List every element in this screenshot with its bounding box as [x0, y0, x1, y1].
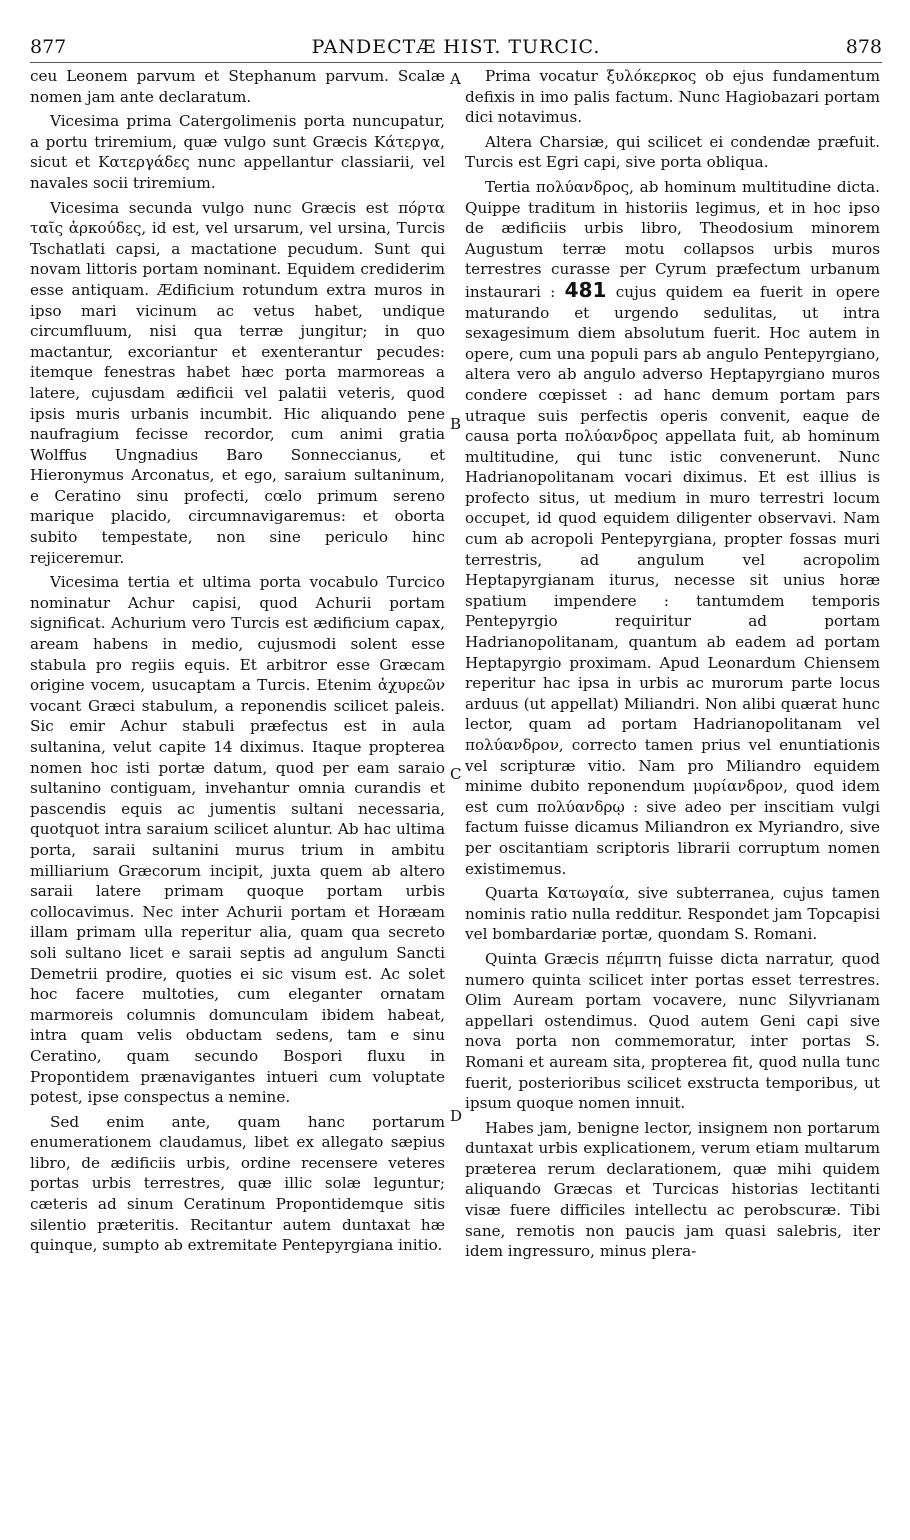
margin-marker-d: D: [450, 1107, 463, 1125]
paragraph-text: Tertia πολύανδρος, ab hominum multitudine dicta. Quippe traditum in historiis legimus, et in hoc ipso de ædificiis urbis libro, Theodosium minorem Augustum terræ motu collapsos urbis muros terrestres curasse per Cyrum præfectum urbanum instaurari :: [465, 177, 880, 301]
paragraph: Prima vocatur ξυλόκερκος ob ejus fundamentum defixis in imo palis factum. Nunc Hagiobazari portam dici notavimus.: [465, 67, 880, 127]
paragraph: Altera Charsiæ, qui scilicet ei condendæ præfuit. Turcis est Egri capi, sive porta obliqua.: [465, 132, 880, 172]
left-column: [30, 66, 445, 1260]
page-number-right: 878: [845, 36, 882, 58]
margin-marker-a: A: [450, 70, 461, 88]
paragraph: [465, 177, 880, 879]
paragraph: Quinta Græcis πέμπτη fuisse dicta narratur, quod numero quinta scilicet inter portas esset terrestres. Olim Auream portam vocavere, nunc Silyvrianam appellari ostendimus. Quod autem Geni capi sive nova porta non commemoratur, inter portas S. Romani et auream sita, propterea fit, quod nulla tunc fuerit, posterioribus scilicet exstructa temporibus, ut ipsum quoque nomen innuit.: [465, 949, 880, 1113]
margin-marker-c: C: [450, 765, 462, 783]
right-column: [465, 66, 880, 1266]
paragraph: Quarta Κατωγαία, sive subterranea, cujus tamen nominis ratio nulla redditur. Respondet jam Topcapisi vel bombardariæ portæ, quondam S. Romani.: [465, 884, 880, 944]
paragraph: Habes jam, benigne lector, insignem non portarum duntaxat urbis explicationem, verum etiam multarum præterea rerum declarationem, quæ mihi quidem aliquando Græcas et Turcicas historias lectitanti visæ fuere difficiles intellectu ac perobscuræ. Tibi sane, remotis non paucis jam quasi salebris, iter idem ingressuro, minus plera-: [465, 1118, 880, 1261]
page-number-left: 877: [30, 36, 67, 58]
paragraph: Vicesima tertia et ultima porta vocabulo Turcico nominatur Achur capisi, quod Achurii portam significat. Achurium vero Turcis est ædificium capax, aream habens in medio, cujusmodi solent esse stabula pro regiis equis. Et arbitror esse Græcam origine vocem, usucaptam a Turcis. Etenim ἀχυρεῶν vocant Græci stabulum, a reponendis scilicet paleis. Sic emir Achur stabuli præfectus est in aula sultanina, velut capite 14 diximus. Itaque propterea nomen hoc isti portæ datum, quod per eam saraio sultanino contiguam, invehantur omnia curandis et pascendis equis ac jumentis sultani necessaria, quotquot intra saraium scilicet aluntur. Ab hac ultima porta, saraii sultanini murus trium in ambitu milliarium Græcorum incipit, juxta quem ab altero saraii latere primam quoque portam urbis collocavimus. Nec inter Achurii portam et Horæam illam primam ulla reperitur alia, quam qua secreto soli sultano licet e saraii septis ad angulum Sancti Demetrii prodire, quoties ei sic visum est. Ac solet hoc facere multoties, cum eleganter ornatam marmoreis columnis domunculam ibidem habeat, intra quam velis obductam sedens, tam e sinu Ceratino, quam secundo Bospori fluxu in Propontidem prænavigantes intueri cum voluptate potest, ipse conspectus a nemine.: [30, 573, 445, 1107]
paragraph-text: cujus quidem ea fuerit in opere maturando et urgendo sedulitas, ut intra sexagesimum diem absolutum fuerit. Hoc autem in opere, cum una populi pars ab angulo Pentepyrgiano, altera vero ab angulo adverso Heptapyrgiano muros condere cœpisset : ad hanc demum portam pars utraque suis perfectis operis convenit, eaque de causa porta πολύανδρος appellata fuit, ab hominum multitudine, qui tunc istic convenerunt. Nunc Hadrianopolitanam vocari diximus. Et est illius is profecto situs, ut medium in muro terrestri locum occupet, id quod equidem diligenter observavi. Nam cum ab acropoli Pentepyrgiana, propter fossas muri terrestris, ad angulum vel acropolim Heptapyrgianam iturus, necesse sit unius horæ spatium impendere : tantumdem temporis Pentepyrgio requiritur ad portam Hadrianopolitanam, quantum ab eadem ad portam Heptapyrgio proximam. Apud Leonardum Chiensem reperitur hac ipsa in urbis ac murorum parte locus arduus (ut appellat) Miliandri. Non alibi quærat hunc lector, quam ad portam Hadrianopolitanam vel πολύανδρον, correcto tamen prius vel enuntiationis vel scripturæ vitio. Nam pro Miliandro equidem minime dubito reponendum μυρίανδρον, quod idem est cum πολύανδρῳ : sive adeo per inscitiam vulgi factum fuisse dicamus Miliandron ex Myriandro, sive per oscitantiam scriptoris librarii corruptum nomen existimemus.: [465, 282, 881, 878]
paragraph: Vicesima prima Catergolimenis porta nuncupatur, a portu triremium, quæ vulgo sunt Græcis Κάτεργα, sicut et Κατεργάδες nunc appellantur classiarii, vel navales socii triremium.: [30, 112, 445, 192]
running-title: PANDECTÆ HIST. TURCIC.: [311, 36, 601, 58]
paragraph: Vicesima secunda vulgo nunc Græcis est πόρτα ταῖς ἀρκούδες, id est, vel ursarum, vel ursina, Turcis Tschatlati capsi, a mactatione pecudum. Sunt qui novam littoris portam nominant. Equidem crediderim esse antiquam. Ædificium rotundum extra muros in ipso mari vicinum ac vetus habet, undique circumfluum, nisi qua terræ jungitur; in quo mactantur, excoriantur et exenterantur pecudes: itemque fenestras habet hæc porta marmoreas a latere, cujusdam ædificii vel palatii veteris, quod ipsis muris urbanis incumbit. Hic aliquando pene naufragium fecisse recordor, cum animi gratia Wolffus Ungnadius Baro Sonneccianus, et Hieronymus Arconatus, et ego, saraium sultaninum, e Ceratino sinu profecti, cœlo primum sereno marique placido, circumnavigaremus: et oborta subito tempestate, non sine periculo hinc rejiceremur.: [30, 198, 445, 567]
paragraph: ceu Leonem parvum et Stephanum parvum. Scalæ nomen jam ante declaratum.: [30, 67, 445, 106]
margin-marker-b: B: [450, 415, 462, 433]
paragraph: Sed enim ante, quam hanc portarum enumerationem claudamus, libet ex allegato sæpius libro, de ædificiis urbis, ordine recensere veteres portas urbis terrestres, quæ illic solæ leguntur; cæteris ad sinum Ceratinum Propontidemque sitis silentio præteritis. Recitantur autem duntaxat hæ quinque, sumpto ab extremitate Pentepyrgiana initio.: [30, 1112, 445, 1255]
running-header: [30, 36, 882, 63]
section-number: 481: [564, 277, 607, 302]
